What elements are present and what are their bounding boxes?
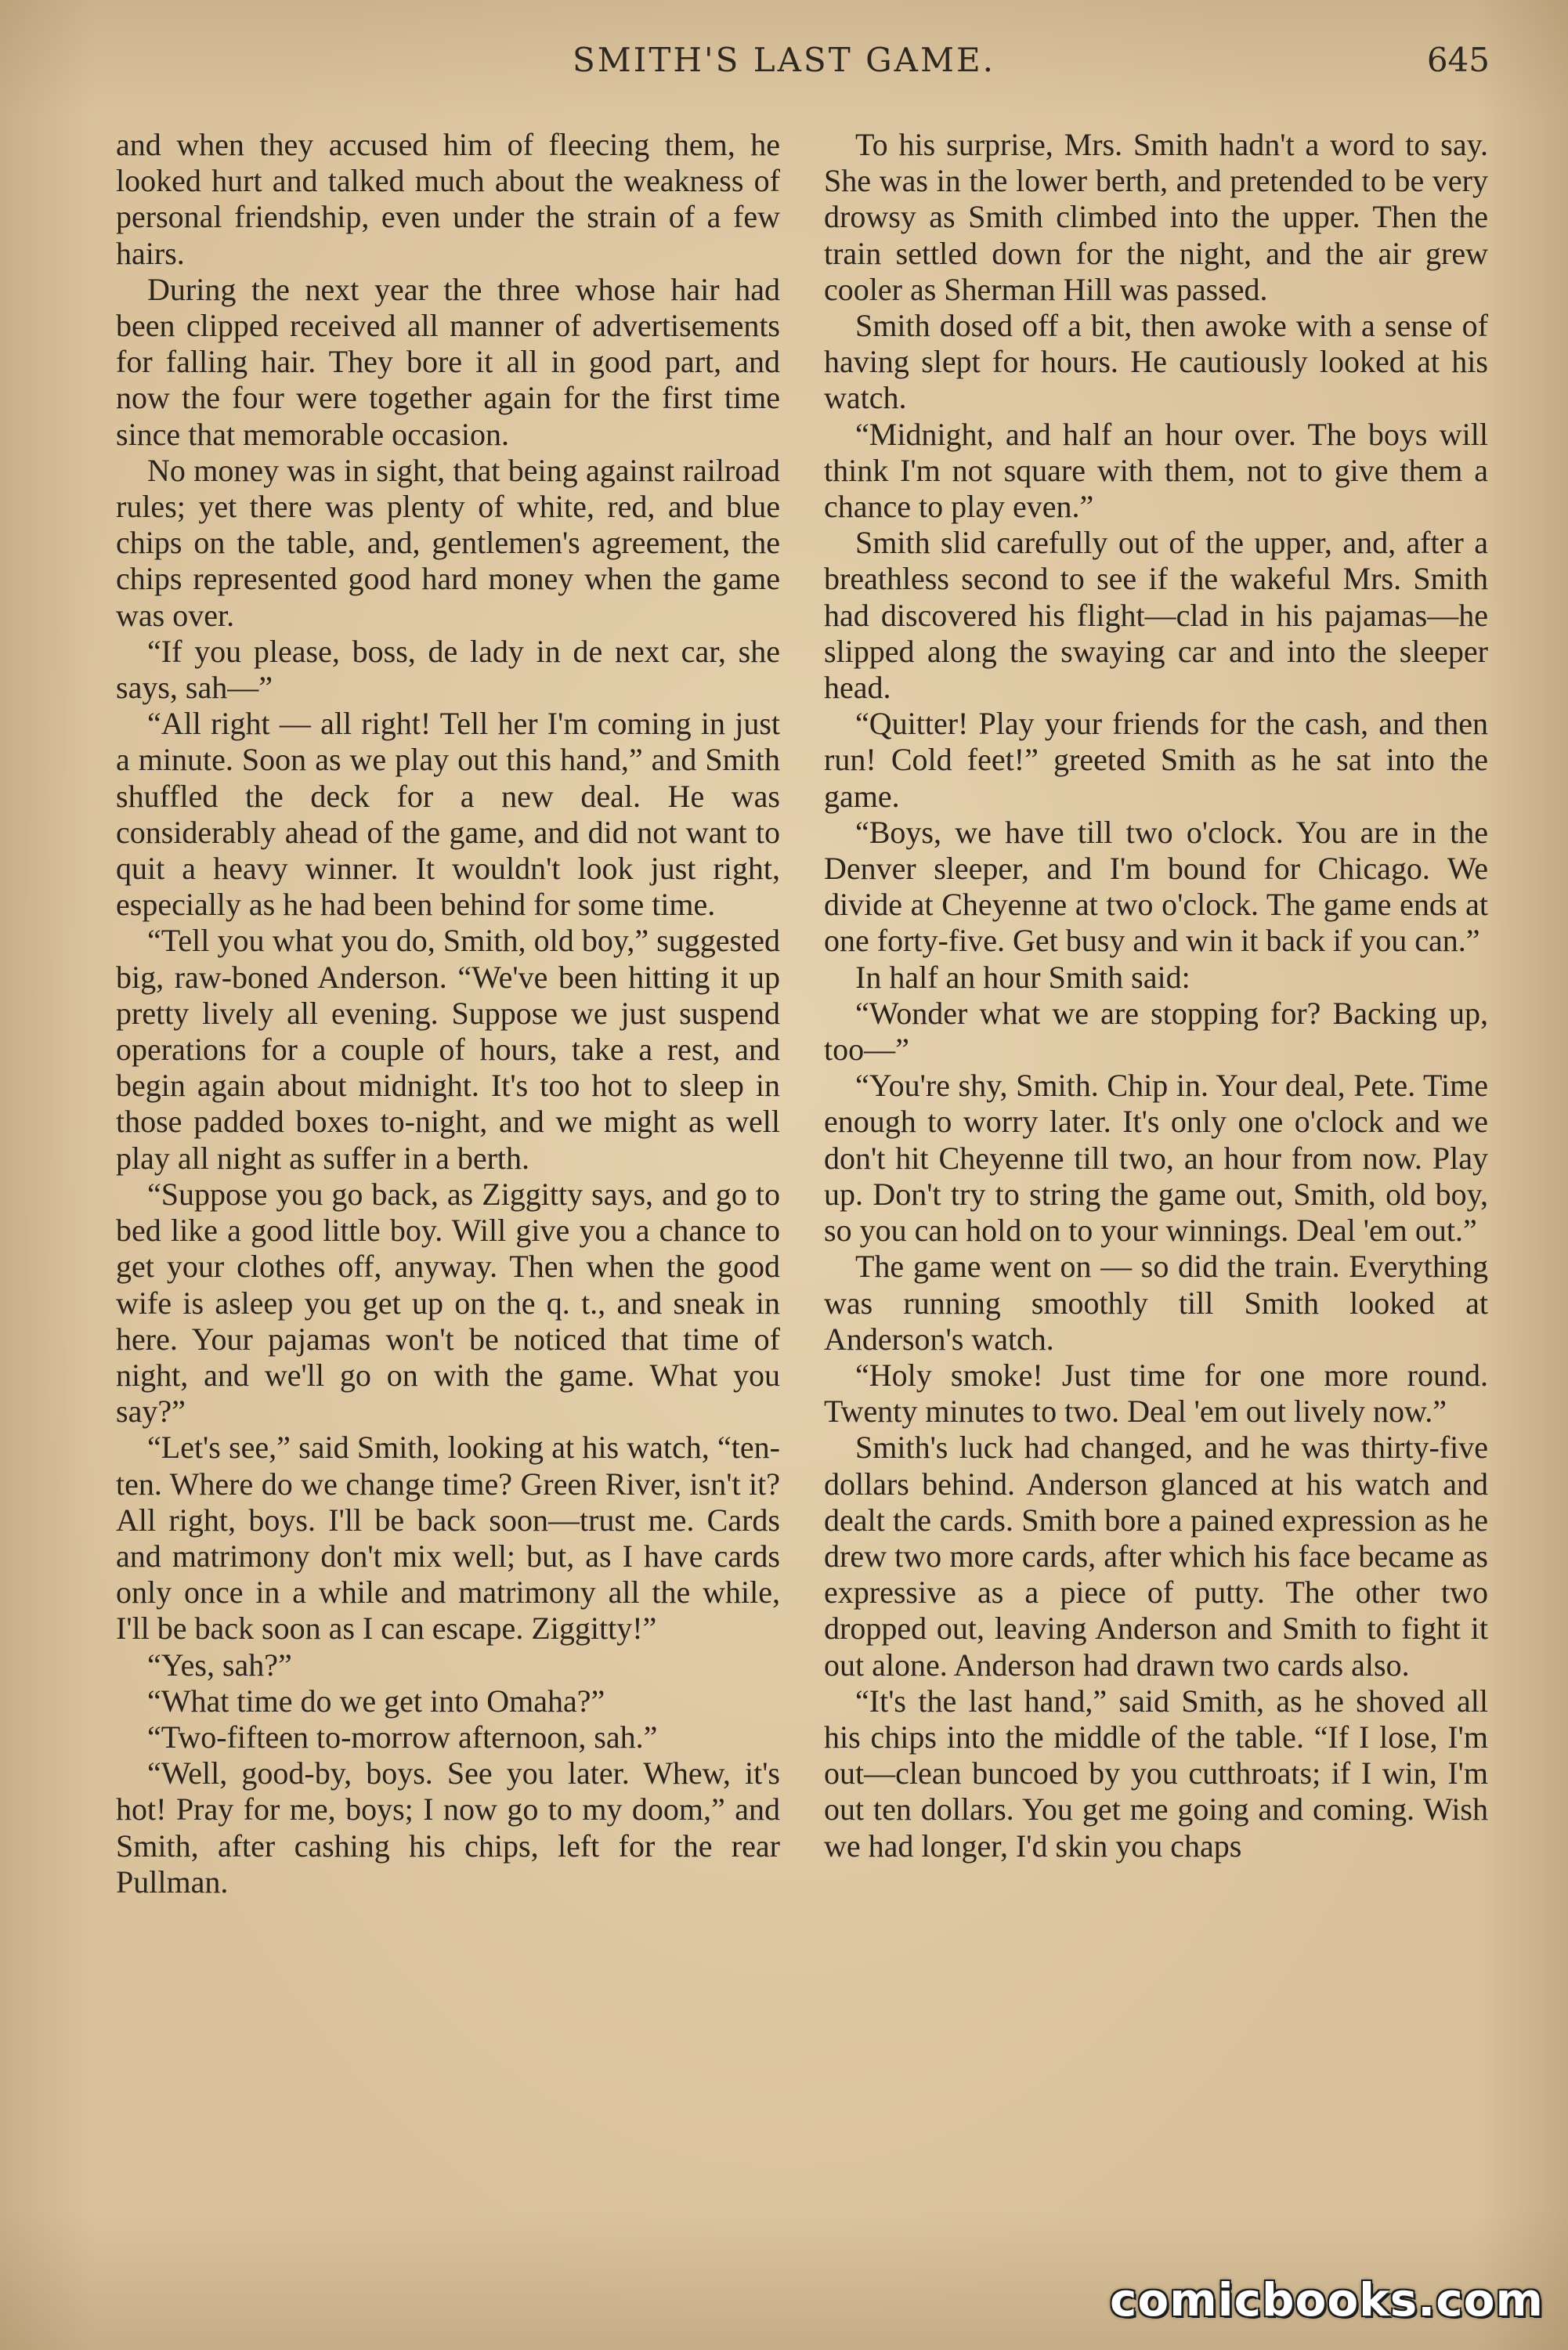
paragraph: To his surprise, Mrs. Smith hadn't a word to say. She was in the lower berth, and pretended to be very drowsy as Smith climbed into the upper. Then the train settled down for the night, and the air grew cooler as Sherman Hill was passed. [824,127,1488,307]
paragraph: The game went on — so did the train. Everything was running smoothly till Smith looked at Anderson's watch. [824,1249,1488,1357]
page-header [0,41,1568,96]
paragraph: “Quitter! Play your friends for the cash, and then run! Cold feet!” greeted Smith as he sat into the game. [824,706,1488,814]
paragraph: “Two-fifteen to-morrow afternoon, sah.” [147,1719,658,1755]
paragraph: No money was in sight, that being against railroad rules; yet there was plenty of white, red, and blue chips on the table, and, gentlemen's agreement, the chips represented good hard money when the game was over. [116,452,780,633]
right-column [824,127,1488,1864]
paragraph: “Wonder what we are stopping for? Backing up, too—” [824,995,1488,1068]
paragraph: In half an hour Smith said: [855,959,1190,995]
paragraph: “Boys, we have till two o'clock. You are in the Denver sleeper, and I'm bound for Chicago. We divide at Cheyenne at two o'clock. The game ends at one forty-five. Get busy and win it back if you can.” [824,814,1488,959]
running-title: SMITH'S LAST GAME. [573,41,995,79]
paragraph: “Holy smoke! Just time for one more round. Twenty minutes to two. Deal 'em out lively now.” [824,1357,1488,1430]
paragraph: “If you please, boss, de lady in de next car, she says, sah—” [116,633,780,706]
paragraph: “Tell you what you do, Smith, old boy,” suggested big, raw-boned Anderson. “We've been hitting it up pretty lively all evening. Suppose we just suspend operations for a couple of hours, take a rest, and begin again about midnight. It's too hot to sleep in those padded boxes to-night, and we might as well play all night as suffer in a berth. [116,923,780,1176]
paragraph: “Let's see,” said Smith, looking at his watch, “ten-ten. Where do we change time? Green River, isn't it? All right, boys. I'll be back soon—trust me. Cards and matrimony don't mix well; but, as I have cards only once in a while and matrimony all the while, I'll be back soon as I can escape. Ziggitty!” [116,1430,780,1647]
paragraph: “Yes, sah?” [147,1647,292,1683]
page-number: 645 [1426,41,1490,79]
paragraph: and when they accused him of fleecing them, he looked hurt and talked much about the weakness of personal friendship, even under the strain of a few hairs. [116,127,780,271]
paragraph: “You're shy, Smith. Chip in. Your deal, Pete. Time enough to worry later. It's only one o'clock and we don't hit Cheyenne till two, an hour from now. Play up. Don't try to string the game out, Smith, old boy, so you can hold on to your winnings. Deal 'em out.” [824,1068,1488,1249]
paragraph: “Midnight, and half an hour over. The boys will think I'm not square with them, not to give them a chance to play even.” [824,416,1488,525]
paragraph: Smith dosed off a bit, then awoke with a sense of having slept for hours. He cautiously looked at his watch. [824,308,1488,416]
paragraph: Smith slid carefully out of the upper, and, after a breathless second to see if the wakeful Mrs. Smith had discovered his flight—clad in his pajamas—he slipped along the swaying car and into the sleeper head. [824,525,1488,706]
paragraph: “Suppose you go back, as Ziggitty says, and go to bed like a good little boy. Will give you a chance to get your clothes off, anyway. Then when the good wife is asleep you get up on the q. t., and sneak in here. Your pajamas won't be noticed that time of night, and we'll go on with the game. What you say?” [116,1176,780,1430]
paragraph: “It's the last hand,” said Smith, as he shoved all his chips into the middle of the table. “If I lose, I'm out—clean buncoed by you cutthroats; if I win, I'm out ten dollars. You get me going and coming. Wish we had longer, I'd skin you chaps [824,1683,1488,1864]
paragraph: “Well, good-by, boys. See you later. Whew, it's hot! Pray for me, boys; I now go to my doom,” and Smith, after cashing his chips, left for the rear Pullman. [116,1755,780,1900]
paragraph: “What time do we get into Omaha?” [147,1683,605,1719]
left-column [116,127,780,1900]
paragraph: “All right — all right! Tell her I'm coming in just a minute. Soon as we play out this hand,” and Smith shuffled the deck for a new deal. He was considerably ahead of the game, and did not want to quit a heavy winner. It wouldn't look just right, especially as he had been behind for some time. [116,706,780,923]
watermark-logo: comicbooks.com [1110,2273,1544,2326]
paragraph: During the next year the three whose hair had been clipped received all manner of advertisements for falling hair. They bore it all in good part, and now the four were together again for the first time since that memorable occasion. [116,271,780,452]
paragraph: Smith's luck had changed, and he was thirty-five dollars behind. Anderson glanced at his watch and dealt the cards. Smith bore a pained expression as he drew two more cards, after which his face became as expressive as a piece of putty. The other two dropped out, leaving Anderson and Smith to fight it out alone. Anderson had drawn two cards also. [824,1430,1488,1683]
